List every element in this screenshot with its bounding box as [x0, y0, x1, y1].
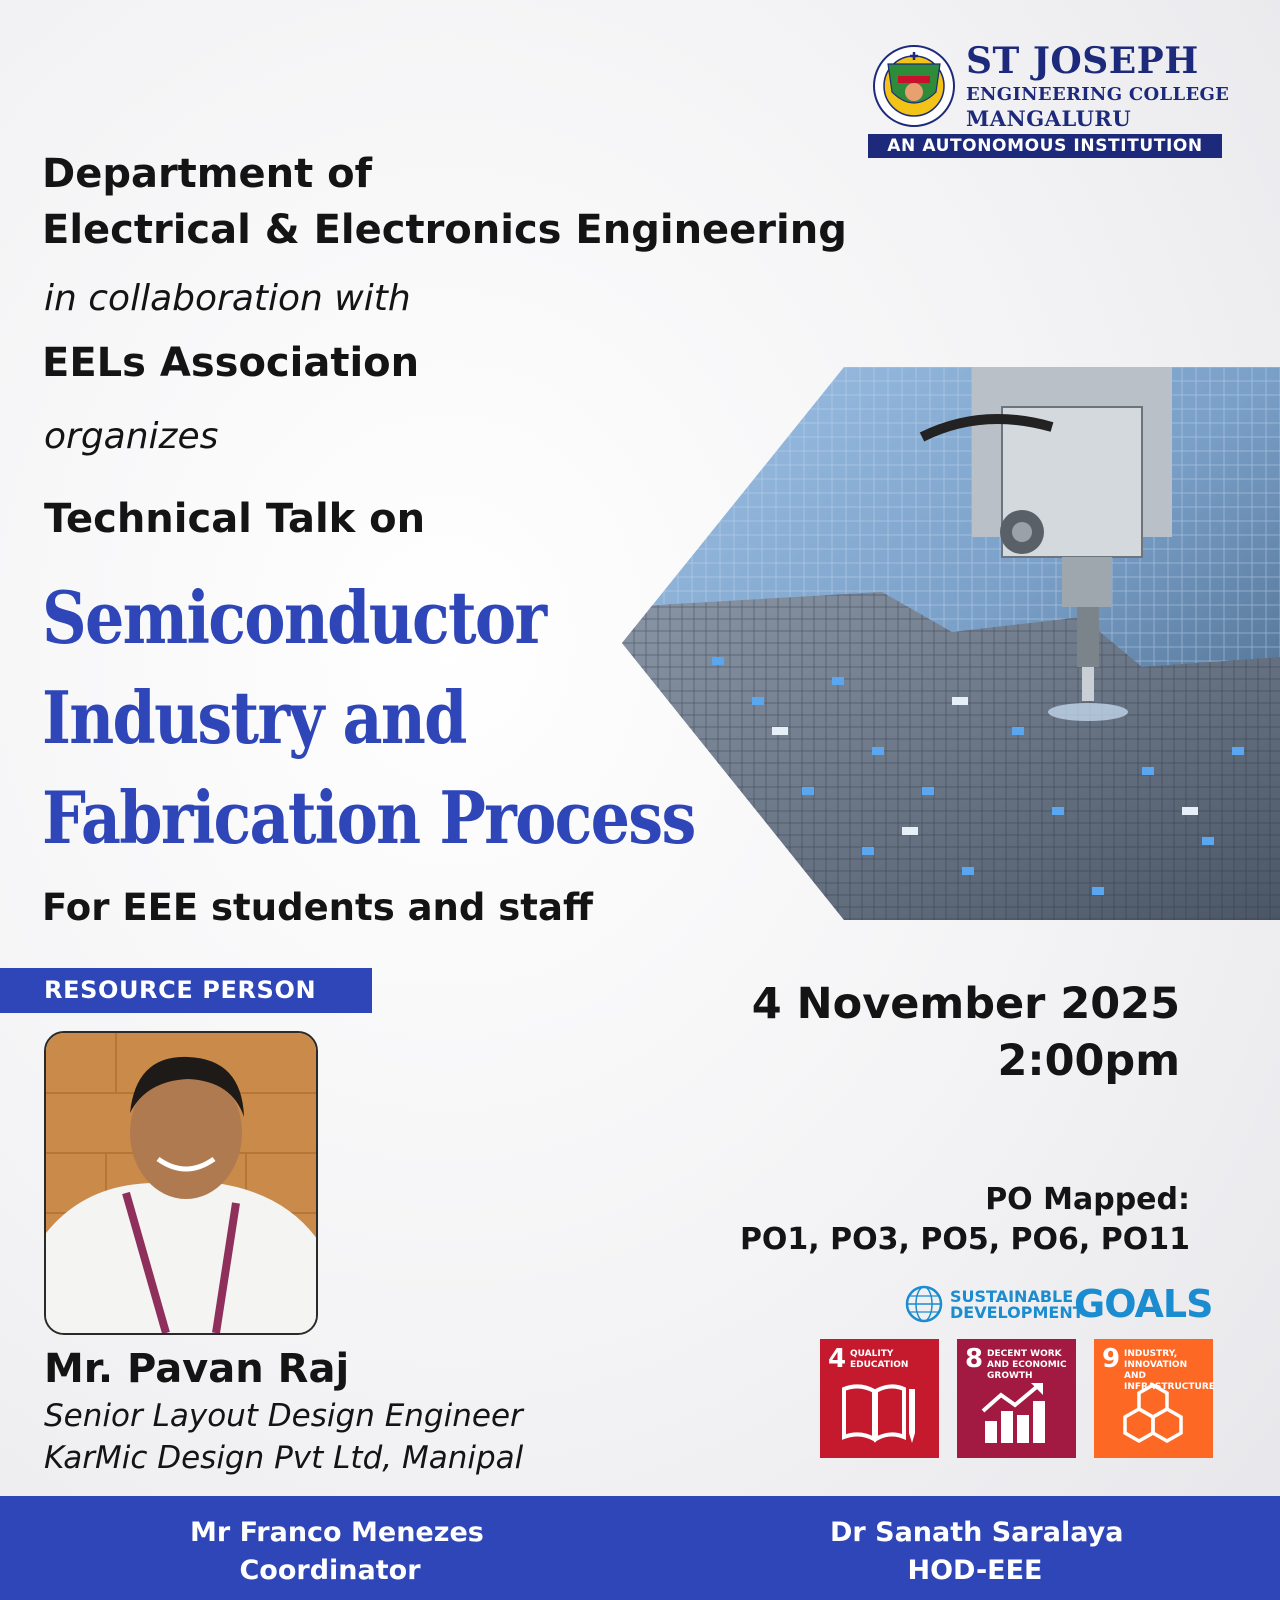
hod-block [830, 1514, 1124, 1590]
topic-line3: Fabrication Process [42, 775, 695, 860]
college-city: MANGALURU [966, 106, 1132, 131]
event-time: 2:00pm [997, 1036, 1180, 1086]
sdg-logo [902, 1282, 1213, 1326]
sdg-goals: GOALS [1074, 1282, 1213, 1326]
college-logo [862, 40, 1230, 162]
speaker-organization: KarMic Design Pvt Ltd, Manipal [44, 1440, 524, 1476]
hod-name: Dr Sanath Saralaya [830, 1517, 1124, 1548]
sdg-tile-number: 9 [1102, 1344, 1121, 1374]
event-date: 4 November 2025 [751, 979, 1180, 1029]
po-label: PO Mapped: [985, 1182, 1190, 1217]
audience-text: For EEE students and staff [42, 886, 593, 929]
organizes-text: organizes [44, 416, 219, 457]
department-heading [42, 146, 847, 258]
cubes-icon [1114, 1381, 1192, 1445]
event-datetime [752, 976, 1180, 1090]
book-pencil-icon [840, 1381, 918, 1445]
sdg-tile-9 [1094, 1339, 1213, 1458]
dept-line1: Department of [42, 151, 373, 197]
college-name: ST JOSEPH [966, 40, 1199, 82]
coordinator-block [190, 1514, 484, 1590]
speaker-role: Senior Layout Design Engineer [44, 1398, 523, 1434]
po-values: PO1, PO3, PO5, PO6, PO11 [739, 1222, 1190, 1257]
sdg-tile-label: DECENT WORK AND ECONOMIC GROWTH [987, 1349, 1067, 1381]
collaboration-text: in collaboration with [44, 278, 411, 319]
sdg-line1: SUSTAINABLE [950, 1287, 1074, 1306]
sdg-tile-number: 4 [828, 1344, 847, 1374]
speaker-photo-icon [46, 1033, 318, 1335]
topic-line1: Semiconductor [42, 575, 546, 660]
association-name: EELs Association [42, 340, 420, 386]
sdg-tile-8 [957, 1339, 1076, 1458]
dept-line2: Electrical & Electronics Engineering [42, 207, 847, 253]
coordinator-name: Mr Franco Menezes [190, 1517, 484, 1548]
talk-intro: Technical Talk on [44, 496, 426, 542]
sdg-tile-label: QUALITY EDUCATION [850, 1349, 909, 1370]
sdg-line2: DEVELOPMENT [950, 1303, 1084, 1322]
po-mapped [740, 1180, 1190, 1260]
college-seal-icon [872, 44, 956, 128]
wafer-fabrication-image [622, 367, 1280, 920]
sdg-tile-4 [820, 1339, 939, 1458]
coordinator-role: Coordinator [239, 1555, 421, 1586]
sdg-tile-label: INDUSTRY, INNOVATION AND INFRASTRUCTURE [1124, 1349, 1215, 1392]
un-globe-icon [904, 1284, 944, 1324]
sdg-tile-number: 8 [965, 1344, 984, 1374]
college-subtitle: ENGINEERING COLLEGE [966, 84, 1230, 105]
growth-chart-icon [977, 1381, 1055, 1445]
footer-bar [0, 1496, 1280, 1600]
autonomous-band: AN AUTONOMOUS INSTITUTION [868, 134, 1222, 158]
talk-topic [42, 568, 695, 868]
topic-line2: Industry and [42, 675, 466, 760]
speaker-photo [44, 1031, 318, 1335]
speaker-name: Mr. Pavan Raj [44, 1346, 350, 1392]
hod-role: HOD-EEE [907, 1555, 1043, 1586]
resource-person-label: RESOURCE PERSON [0, 968, 372, 1013]
